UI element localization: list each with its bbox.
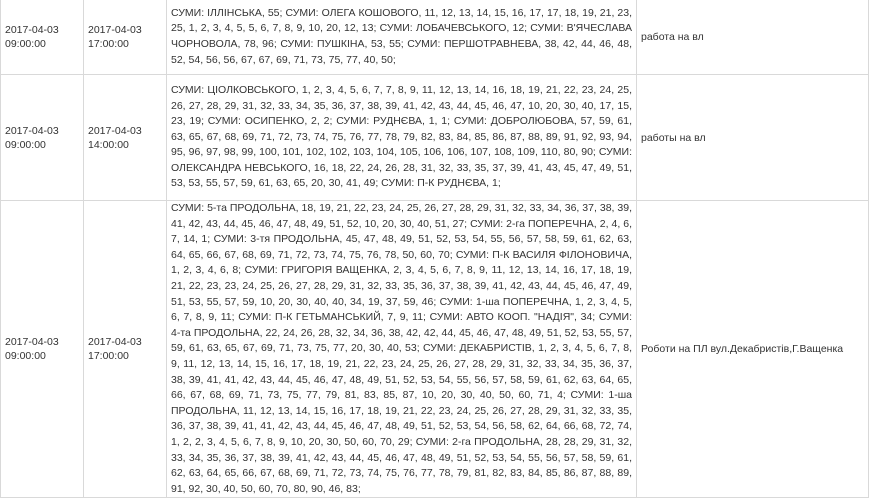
addresses-text: СУМИ: ЦІОЛКОВСЬКОГО, 1, 2, 3, 4, 5, 6, 7, 7, 8, 9, 11, 12, 13, 14, 16, 18, 19, 21, 22, 23, 24, 25, 26, 27, 28, 29, 31, 32, 33, 34, 35, 36, 37, 38, 39, 41, 42, 43, 44, 45, 46, 47, 10, 20, 30, 40, 17, 15, 23, 19; СУМИ: ОСИПЕНКО, 2, 2; СУМИ: РУДНЄВА, 1, 1; СУМИ: ДОБРОЛЮБОВА, 57, 59, 61, 63, 65, 67, 68, 69, 71, 72, 73, 74, 75, 76, 77, 78, 79, 82, 83, 84, 85, 86, 87, 88, 89, 91, 92, 93, 94, 95, 96, 97, 98, 99, 100, 101, 102, 102, 103, 104, 105, 106, 106, 107, 108, 109, 110, 80, 90; СУМИ: ОЛЕКСАНДРА НЕВСЬКОГО, 16, 18, 22, 24, 26, 28, 31, 32, 33, 35, 37, 39, 41, 43, 45, 47, 49, 51, 53, 53, 55, 57, 59, 61, 63, 65, 20, 30, 41, 49; СУМИ: П-К РУДНЄВА, 1; [171,83,632,190]
reason-cell: работа на вл [637,0,869,75]
reason-cell: работы на вл [637,75,869,201]
addresses-cell [167,201,637,498]
reason-cell: Роботи на ПЛ вул.Декабристів,Г.Ващенка [637,201,869,498]
addresses-cell [167,75,637,201]
table-row [1,0,869,75]
table-row [1,75,869,201]
end-time-cell: 2017-04-03 17:00:00 [84,201,167,498]
addresses-cell [167,0,637,75]
start-time-cell: 2017-04-03 09:00:00 [1,201,84,498]
start-time-cell: 2017-04-03 09:00:00 [1,0,84,75]
addresses-text: СУМИ: ІЛЛІНСЬКА, 55; СУМИ: ОЛЕГА КОШОВОГО, 11, 12, 13, 14, 15, 16, 17, 17, 18, 19, 21, 23, 25, 1, 2, 3, 4, 5, 5, 6, 7, 8, 9, 10, 20, 12, 13; СУМИ: ЛОБАЧЕВСЬКОГО, 12; СУМИ: В'ЯЧЕСЛАВА ЧОРНОВОЛА, 78, 96; СУМИ: ПУШКІНА, 53, 55; СУМИ: ПЕРШОТРАВНЕВА, 38, 42, 44, 46, 48, 52, 54, 56, 56, 67, 67, 69, 71, 73, 75, 77, 40, 50; [171,6,632,66]
end-time-cell: 2017-04-03 17:00:00 [84,0,167,75]
addresses-text: СУМИ: 5-та ПРОДОЛЬНА, 18, 19, 21, 22, 23, 24, 25, 26, 27, 28, 29, 31, 32, 33, 34, 36, 37, 38, 39, 41, 42, 43, 44, 45, 46, 47, 48, 49, 51, 52, 10, 20, 30, 40, 51, 27; СУМИ: 2-га ПОПЕРЕЧНА, 2, 4, 6, 7, 14, 1; СУМИ: 3-тя ПРОДОЛЬНА, 45, 47, 48, 49, 51, 52, 53, 54, 55, 56, 57, 58, 59, 61, 62, 63, 64, 65, 66, 67, 68, 69, 71, 72, 73, 74, 75, 76, 78, 50, 60, 70; СУМИ: П-К ВАСИЛЯ ФІЛОНОВИЧА, 1, 2, 3, 4, 6, 8; СУМИ: ГРИГОРІЯ ВАЩЕНКА, 2, 3, 4, 5, 6, 7, 8, 9, 11, 12, 13, 14, 16, 17, 18, 19, 21, 22, 23, 23, 24, 25, 26, 27, 28, 29, 31, 32, 33, 35, 36, 37, 38, 39, 41, 42, 43, 44, 45, 46, 47, 49, 51, 53, 55, 57, 59, 10, 20, 30, 40, 40, 34, 19, 37, 59, 46; СУМИ: 1-ша ПОПЕРЕЧНА, 1, 2, 3, 4, 5, 6, 7, 8, 9, 11; СУМИ: П-К ГЕТЬМАНСЬКИЙ, 7, 9, 11; СУМИ: АВТО КООП. "НАДІЯ", 34; СУМИ: 4-та ПРОДОЛЬНА, 22, 24, 26, 28, 32, 34, 36, 38, 42, 42, 44, 45, 46, 47, 48, 49, 51, 52, 53, 55, 57, 59, 61, 63, 65, 67, 69, 71, 73, 75, 77, 20, 30, 40, 53; СУМИ: ДЕКАБРИСТІВ, 1, 2, 3, 4, 5, 6, 7, 8, 9, 11, 12, 13, 14, 15, 16, 17, 18, 19, 21, 22, 23, 24, 25, 26, 27, 28, 29, 31, 32, 33, 34, 35, 36, 37, 38, 39, 41, 41, 42, 43, 44, 45, 46, 47, 48, 49, 51, 52, 53, 54, 55, 56, 57, 58, 59, 61, 62, 63, 64, 65, 66, 67, 68, 69, 71, 73, 75, 77, 79, 81, 83, 85, 87, 10, 20, 30, 40, 50, 60, 71, 4; СУМИ: 1-ша ПРОДОЛЬНА, 11, 12, 13, 14, 15, 16, 17, 18, 19, 21, 22, 23, 24, 25, 26, 27, 28, 29, 31, 32, 33, 35, 36, 37, 38, 39, 41, 41, 42, 43, 44, 45, 46, 47, 48, 49, 51, 52, 53, 54, 56, 58, 62, 64, 66, 68, 72, 74, 1, 2, 2, 3, 4, 5, 6, 7, 8, 9, 10, 20, 30, 50, 60, 70, 29; СУМИ: 2-га ПРОДОЛЬНА, 28, 28, 29, 31, 32, 33, 34, 35, 36, 37, 38, 39, 41, 42, 43, 44, 45, 46, 47, 48, 49, 51, 52, 53, 54, 55, 56, 57, 58, 59, 61, 62, 63, 64, 65, 66, 67, 68, 69, 71, 72, 73, 74, 75, 76, 77, 78, 79, 81, 82, 83, 84, 85, 86, 87, 88, 89, 91, 92, 30, 40, 50, 60, 70, 80, 90, 46, 83; [171,202,632,495]
table-row [1,201,869,498]
end-time-cell: 2017-04-03 14:00:00 [84,75,167,201]
start-time-cell: 2017-04-03 09:00:00 [1,75,84,201]
